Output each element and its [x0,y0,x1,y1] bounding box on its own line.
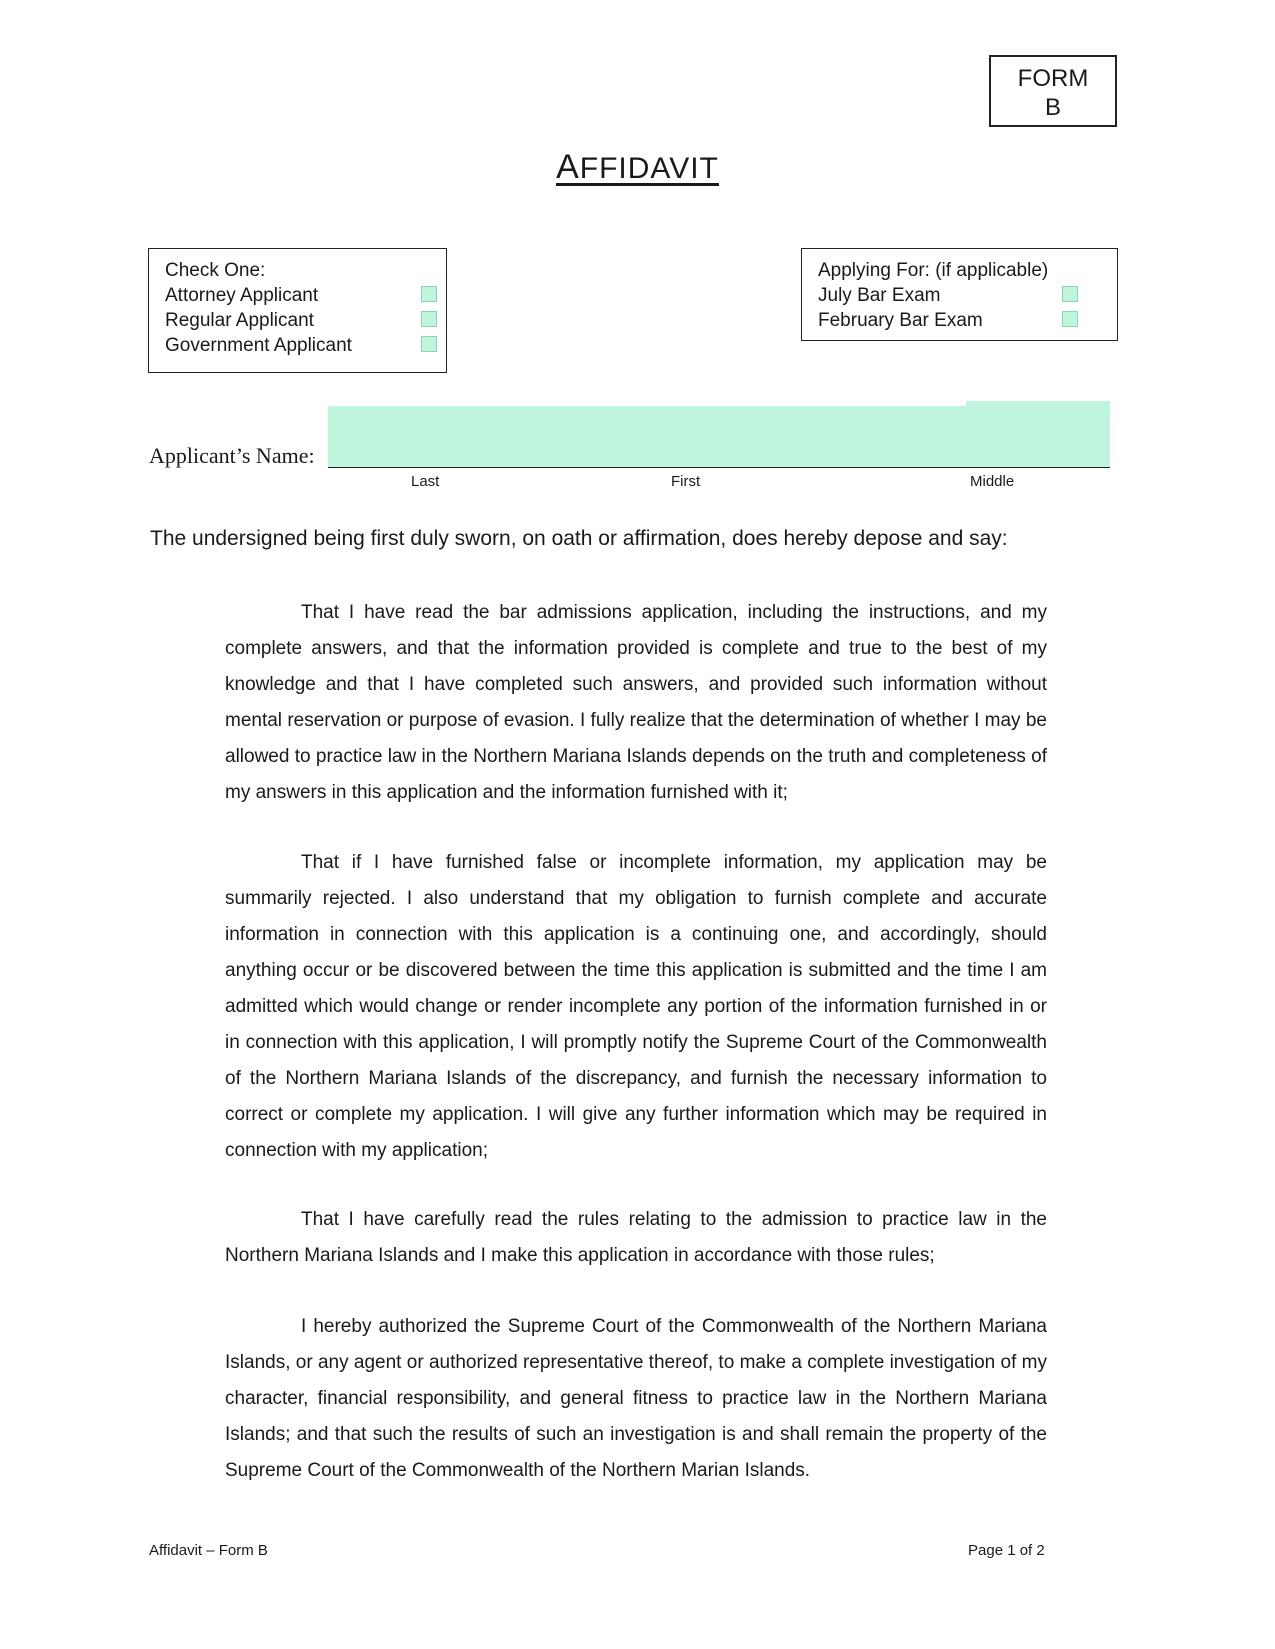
applying-for-box [801,248,1118,341]
applicant-type-box [148,248,447,373]
option-label: Regular Applicant [165,310,314,331]
applicant-name-input[interactable] [328,406,966,467]
february-bar-exam-checkbox[interactable] [1062,311,1078,327]
option-label: February Bar Exam [818,310,983,331]
form-label-line1: FORM [1017,65,1089,92]
first-name-sublabel: First [671,473,701,490]
form-label-box [989,55,1117,127]
option-regular-applicant [165,308,446,333]
applicant-type-heading: Check One: [165,260,266,281]
applicant-name-label: Applicant’s Name: [149,443,315,468]
option-label: Attorney Applicant [165,285,319,306]
option-february-bar-exam [818,308,1117,333]
intro-statement: The undersigned being first duly sworn, on oath or affirmation, does hereby depose and say: [150,527,1008,550]
affidavit-paragraph-3: That I have carefully read the rules relating to the admission to practice law in the Northern Mariana Islands and I make this application in accordance with those rules; [225,1209,1047,1266]
last-name-sublabel: Last [411,473,440,490]
option-label: Government Applicant [165,335,352,356]
footer-page-number: Page 1 of 2 [968,1542,1045,1559]
affidavit-paragraph-1: That I have read the bar admissions application, including the instructions, and my complete answers, and that the information provided is complete and true to the best of my knowledge and that I have completed such answers, and provided such information without mental reservation or purpose of evasion. I fully realize that the determination of whether I may be allowed to practice law in the Northern Mariana Islands depends on the truth and completeness of my answers in this application and the information furnished with it; [225,602,1047,803]
regular-applicant-checkbox[interactable] [421,311,437,327]
option-government-applicant [165,333,446,358]
option-attorney-applicant [165,283,446,308]
title-first-letter: A [556,148,580,186]
attorney-applicant-checkbox[interactable] [421,286,437,302]
applying-for-heading: Applying For: (if applicable) [818,260,1049,281]
page-title [0,148,1275,187]
footer-document-label: Affidavit – Form B [149,1542,268,1559]
government-applicant-checkbox[interactable] [421,336,437,352]
name-underline [328,467,1110,468]
option-label: July Bar Exam [818,285,941,306]
affidavit-paragraph-2: That if I have furnished false or incomplete information, my application may be summarily rejected. I also understand that my obligation to furnish complete and accurate information in connection with this application is a continuing one, and accordingly, should anything occur or be discovered between the time this application is submitted and the time I am admitted which would change or render incomplete any portion of the information furnished in or in connection with this application, I will promptly notify the Supreme Court of the Commonwealth of the Northern Mariana Islands of the discrepancy, and furnish the necessary information to correct or complete my application. I will give any further information which may be required in connection with my application; [225,852,1047,1161]
middle-name-sublabel: Middle [970,473,1015,490]
applicant-middle-name-input[interactable] [966,401,1110,467]
title-rest: FFIDAVIT [579,152,719,185]
july-bar-exam-checkbox[interactable] [1062,286,1078,302]
affidavit-paragraph-4: I hereby authorized the Supreme Court of the Commonwealth of the Northern Mariana Islands, or any agent or authorized representative thereof, to make a complete investigation of my character, financial responsibility, and general fitness to practice law in the Northern Mariana Islands; and that such the results of such an investigation is and shall remain the property of the Supreme Court of the Commonwealth of the Northern Marian Islands. [225,1316,1047,1481]
option-july-bar-exam [818,283,1117,308]
form-label-line2: B [1044,94,1061,121]
